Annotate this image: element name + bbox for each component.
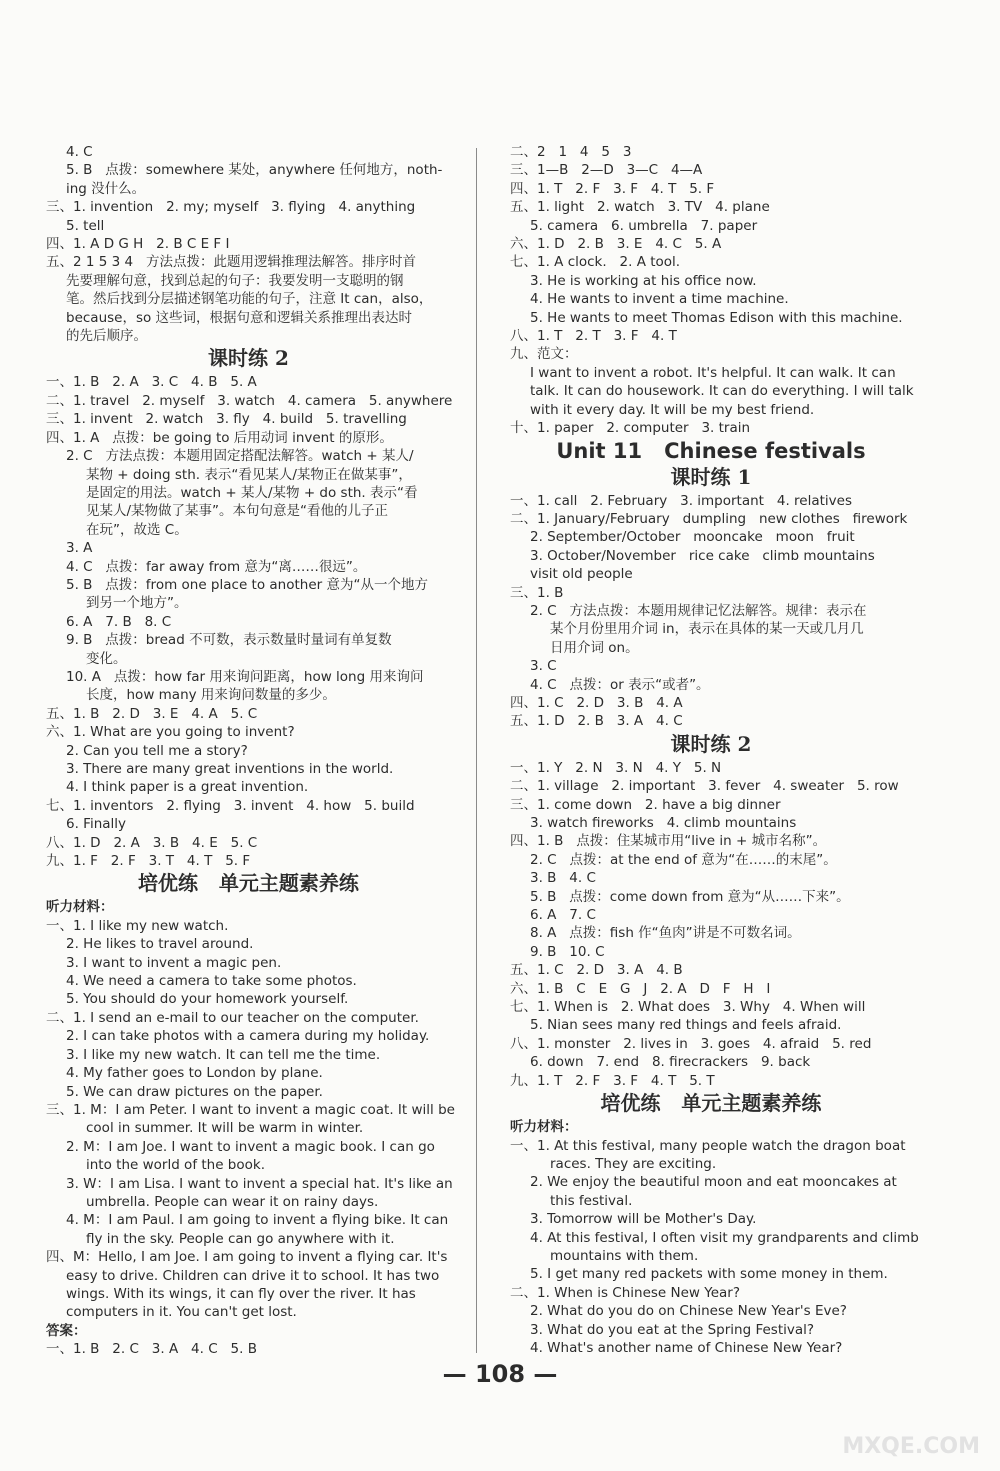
answer-line: 到另一个地方”。 <box>86 595 188 612</box>
answer-line: 3. watch fireworks 4. climb mountains <box>530 815 797 831</box>
answer-line: this festival. <box>550 1192 633 1209</box>
right-column <box>510 143 919 1357</box>
answer-line: 二、1. When is Chinese New Year? <box>510 1284 741 1301</box>
column-divider <box>476 148 477 1353</box>
answer-line: 9. B 10. C <box>530 943 605 960</box>
answer-line: 五、1. light 2. watch 3. TV 4. plane <box>510 199 770 216</box>
answer-line: 2. Can you tell me a story? <box>66 742 248 759</box>
answer-line: 3. I want to invent a magic pen. <box>66 954 282 971</box>
answer-line: 5. He wants to meet Thomas Edison with this machine. <box>530 309 903 326</box>
answer-line: 八、1. D 2. A 3. B 4. E 5. C <box>46 834 258 851</box>
answer-line: 3. October/November rice cake climb mountains <box>530 547 875 564</box>
answer-line: 变化。 <box>86 650 127 667</box>
answer-line: 是固定的用法。watch + 某人/某物 + do sth. 表示“看 <box>86 484 418 501</box>
answer-line: 2. September/October mooncake moon fruit <box>530 529 855 546</box>
answer-line: 五、1. D 2. B 3. A 4. C <box>510 713 683 730</box>
answer-line: 一、1. At this festival, many people watch the dragon boat <box>510 1137 906 1154</box>
answer-line: 2. We enjoy the beautiful moon and eat mooncakes at <box>530 1174 897 1191</box>
answer-line: 6. A 7. C <box>530 907 596 924</box>
answer-line: 在玩”，故选 C。 <box>86 521 188 538</box>
answer-line: I want to invent a robot. It's helpful. It can walk. It can <box>530 364 896 381</box>
answer-line: 8. A 点拨：fish 作“鱼肉”讲是不可数名词。 <box>530 925 801 942</box>
answer-line: 4. What's another name of Chinese New Year? <box>530 1339 843 1356</box>
unit-heading <box>510 438 912 464</box>
answer-line: 二、1. travel 2. myself 3. watch 4. camera 5. anywhere <box>46 392 453 409</box>
answer-line: 二、1. village 2. important 3. fever 4. sweater 5. row <box>510 778 899 795</box>
section-heading: 培优练 单元主题素养练 <box>600 1091 822 1116</box>
answer-line: 2. C 点拨：at the end of 意为“在……的末尾”。 <box>530 851 837 868</box>
answer-line: umbrella. People can wear it on rainy days. <box>86 1193 379 1210</box>
answer-line: 5. tell <box>66 217 105 234</box>
answer-line: 答案： <box>46 1322 87 1339</box>
answer-line: 5. B 点拨：somewhere 某处，anywhere 任何地方，noth- <box>66 162 443 179</box>
answer-line: 六、1. What are you going to invent? <box>46 724 295 741</box>
answer-line: 某个月份里用介词 in，表示在具体的某一天或几月几 <box>550 621 864 638</box>
answer-line: 3. A <box>66 540 93 557</box>
answer-line: 八、1. monster 2. lives in 3. goes 4. afraid 5. red <box>510 1035 872 1052</box>
answer-line: 10. A 点拨：how far 用来询问距离，how long 用来询问 <box>66 668 424 685</box>
answer-line: easy to drive. Children can drive it to school. It has two <box>66 1267 440 1284</box>
answer-line: 一、1. I like my new watch. <box>46 917 229 934</box>
answer-line: 八、1. T 2. T 3. F 4. T <box>510 328 677 345</box>
answer-line: 某物 + doing sth. 表示“看见某人/某物正在做某事”， <box>86 466 412 483</box>
answer-line: 2. C 方法点拨：本题用规律记忆法解答。规律：表示在 <box>530 602 867 619</box>
answer-line: 四、M：Hello, I am Joe. I am going to invent a flying car. It's <box>46 1249 448 1266</box>
answer-line: 5. camera 6. umbrella 7. paper <box>530 217 758 234</box>
answer-line: 四、1. A 点拨：be going to 后用动词 invent 的原形。 <box>46 429 393 446</box>
answer-line: 4. C 点拨：or 表示“或者”。 <box>530 676 710 693</box>
answer-line: 2. M：I am Joe. I want to invent a magic book. I can go <box>66 1138 435 1155</box>
answer-line: 5. B 点拨：come down from 意为“从……下来”。 <box>530 888 850 905</box>
answer-line: ing 没什么。 <box>66 180 146 197</box>
answer-line: 七、1. A clock. 2. A tool. <box>510 254 681 271</box>
answer-line: 4. M：I am Paul. I am going to invent a flying bike. It can <box>66 1212 449 1229</box>
answer-line: 3. I like my new watch. It can tell me the time. <box>66 1046 381 1063</box>
answer-line: 长度，how many 用来询问数量的多少。 <box>86 687 336 704</box>
answer-line: 三、1—B 2—D 3—C 4—A <box>510 162 703 179</box>
answer-line: talk. It can do housework. It can do everything. I will talk <box>530 383 914 400</box>
answer-line: 三、1. M：I am Peter. I want to invent a magic coat. It will be <box>46 1101 455 1118</box>
answer-line: 3. He is working at his office now. <box>530 272 757 289</box>
answer-line: 六、1. B C E G J 2. A D F H I <box>510 980 771 997</box>
answer-line: 二、1. January/February dumpling new clothes firework <box>510 510 908 527</box>
answer-line: 四、1. B 点拨：住某城市用“live in + 城市名称”。 <box>510 833 827 850</box>
answer-line: 4. He wants to invent a time machine. <box>530 291 789 308</box>
answer-line: fly in the sky. People can go anywhere with it. <box>86 1230 395 1247</box>
answer-line: visit old people <box>530 566 633 583</box>
answer-line: 5. Nian sees many red things and feels afraid. <box>530 1017 842 1034</box>
section-heading: 课时练 2 <box>670 731 752 756</box>
answer-line: 3. C <box>530 658 557 675</box>
answer-line: 九、范文： <box>510 346 578 363</box>
unit-title: Chinese festivals <box>664 438 866 463</box>
answer-line: 九、1. T 2. F 3. F 4. T 5. T <box>510 1072 715 1089</box>
answer-line: 一、1. B 2. C 3. A 4. C 5. B <box>46 1341 257 1358</box>
answer-line: 5. B 点拨：from one place to another 意为“从一个地方 <box>66 576 428 593</box>
watermark-url: MXQE.COM <box>842 1434 980 1459</box>
answer-line: with it every day. It will be my best friend. <box>530 401 815 418</box>
answer-line: 二、2 1 4 5 3 <box>510 144 632 160</box>
answer-line: 三、1. invent 2. watch 3. fly 4. build 5. travelling <box>46 411 407 428</box>
answer-line: 4. I think paper is a great invention. <box>66 779 309 796</box>
answer-line: 4. My father goes to London by plane. <box>66 1065 323 1082</box>
answer-line: 九、1. F 2. F 3. T 4. T 5. F <box>46 853 251 870</box>
answer-line: 4. C 点拨：far away from 意为“离……很远”。 <box>66 558 367 575</box>
answer-line: 日用介词 on。 <box>550 639 639 656</box>
answer-line: 十、1. paper 2. computer 3. train <box>510 420 751 437</box>
answer-line: 四、1. T 2. F 3. F 4. T 5. F <box>510 180 715 197</box>
section-heading: 课时练 2 <box>208 346 289 371</box>
answer-line: mountains with them. <box>550 1247 699 1264</box>
answer-line: 3. W：I am Lisa. I want to invent a special hat. It's like an <box>66 1175 453 1192</box>
answer-line: 的先后顺序。 <box>66 328 147 345</box>
section-heading: 课时练 1 <box>670 464 752 489</box>
answer-line: 5. We can draw pictures on the paper. <box>66 1083 323 1100</box>
answer-line: 3. Tomorrow will be Mother's Day. <box>530 1211 757 1228</box>
answer-line: races. They are exciting. <box>550 1155 717 1172</box>
answer-line: 三、1. come down 2. have a big dinner <box>510 796 781 813</box>
answer-line: 一、1. Y 2. N 3. N 4. Y 5. N <box>510 759 722 776</box>
left-column <box>46 143 455 1359</box>
answer-line: 一、1. B 2. A 3. C 4. B 5. A <box>46 374 257 391</box>
answer-line: 四、1. C 2. D 3. B 4. A <box>510 694 683 711</box>
answer-line: 5. I get many red packets with some money in them. <box>530 1266 888 1283</box>
answer-line: into the world of the book. <box>86 1157 266 1174</box>
answer-line: 6. down 7. end 8. firecrackers 9. back <box>530 1054 811 1071</box>
answer-line: 见某人/某物做了某事”。本句句意是“看他的儿子正 <box>86 503 389 520</box>
unit-number: Unit 11 <box>556 438 643 463</box>
answer-line: 四、1. A D G H 2. B C E F I <box>46 236 230 253</box>
answer-line: 七、1. When is 2. What does 3. Why 4. When will <box>510 999 866 1016</box>
answer-line: 二、1. I send an e-mail to our teacher on the computer. <box>46 1009 419 1026</box>
answer-line: cool in summer. It will be warm in winter. <box>86 1120 364 1137</box>
answer-line: 五、1. C 2. D 3. A 4. B <box>510 962 683 979</box>
answer-line: 3. What do you eat at the Spring Festival? <box>530 1321 815 1338</box>
watermark <box>796 1357 986 1467</box>
answer-line: 2. C 方法点拨：本题用固定搭配法解答。watch + 某人/ <box>66 448 414 465</box>
answer-line: wings. With its wings, it can fly over the river. It has <box>66 1285 416 1302</box>
answer-line: 听力材料： <box>510 1119 578 1136</box>
answer-line: computers in it. You can't get lost. <box>66 1304 297 1321</box>
answer-line: 一、1. call 2. February 3. important 4. relatives <box>510 492 852 509</box>
answer-line: 听力材料： <box>46 899 114 916</box>
answer-line: 9. B 点拨：bread 不可数，表示数量时量词有单复数 <box>66 632 392 649</box>
answer-line: 6. Finally <box>66 816 127 833</box>
answer-line: 2. What do you do on Chinese New Year's Eve? <box>530 1303 847 1320</box>
answer-line: 三、1. B <box>510 584 564 601</box>
answer-line: 笔。然后找到分层描述钢笔功能的句子，注意 It can，also， <box>66 291 433 308</box>
answer-line: 5. You should do your homework yourself. <box>66 991 349 1008</box>
answer-line: 4. We need a camera to take some photos. <box>66 973 357 990</box>
page-number: — 108 — <box>442 1360 558 1388</box>
answer-line: 先要理解句意，找到总起的句子：我要发明一支聪明的钢 <box>66 272 404 289</box>
answer-line: 6. A 7. B 8. C <box>66 613 172 630</box>
answer-line: 六、1. D 2. B 3. E 4. C 5. A <box>510 236 722 253</box>
answer-line: 三、1. invention 2. my; myself 3. flying 4. anything <box>46 199 416 216</box>
answer-line: 五、1. B 2. D 3. E 4. A 5. C <box>46 705 258 722</box>
answer-line: 3. There are many great inventions in the world. <box>66 761 394 777</box>
answer-line: 4. C <box>66 144 93 160</box>
answer-line: 2. He likes to travel around. <box>66 936 254 953</box>
answer-line: because，so 这些词，根据句意和逻辑关系推理出表达时 <box>66 309 413 326</box>
section-heading: 培优练 单元主题素养练 <box>138 871 359 896</box>
answer-line: 五、2 1 5 3 4 方法点拨：此题用逻辑推理法解答。排序时首 <box>46 254 416 271</box>
answer-line: 4. At this festival, I often visit my grandparents and climb <box>530 1229 919 1246</box>
answer-line: 3. B 4. C <box>530 870 596 887</box>
answer-line: 2. I can take photos with a camera during my holiday. <box>66 1028 430 1045</box>
answer-line: 七、1. inventors 2. flying 3. invent 4. how 5. build <box>46 797 415 814</box>
